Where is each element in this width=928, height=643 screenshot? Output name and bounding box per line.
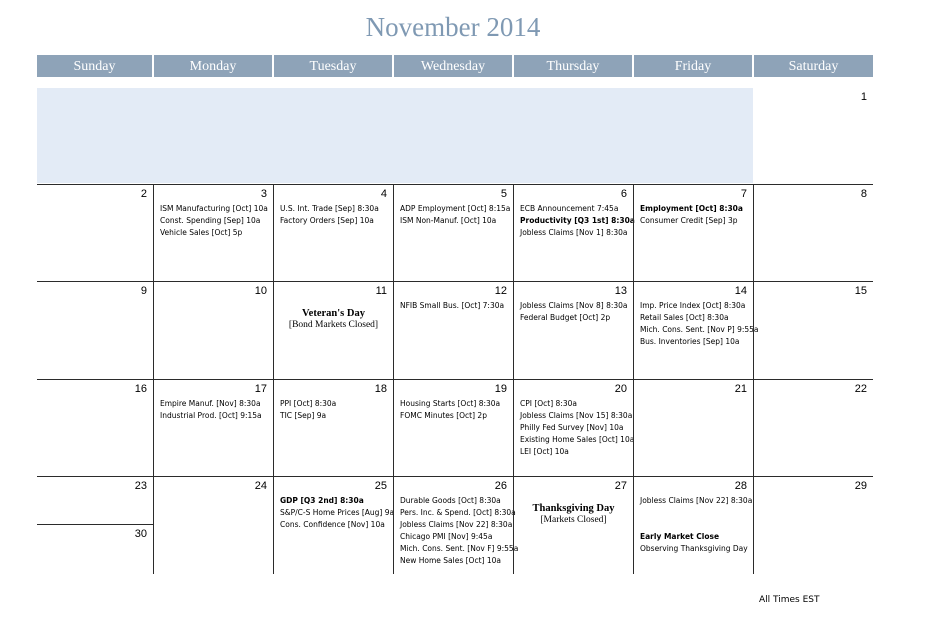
day-number: 5 (500, 188, 507, 200)
day-cell-1[interactable] (753, 88, 873, 183)
day-cell-10[interactable] (153, 281, 273, 379)
event-item: ECB Announcement 7:45a (520, 204, 619, 213)
day-cell-2[interactable] (37, 184, 153, 281)
weekday-header-tuesday: Tuesday (274, 55, 392, 77)
day-number: 6 (620, 188, 627, 200)
event-list (400, 300, 504, 312)
event-item: Philly Fed Survey [Nov] 10a (520, 423, 624, 432)
event-item: Mich. Cons. Sent. [Nov F] 9:55a (400, 544, 519, 553)
day-cell-30[interactable] (37, 524, 153, 574)
day-cell-26[interactable] (393, 476, 519, 574)
day-number: 4 (380, 188, 387, 200)
event-item: Jobless Claims [Nov 15] 8:30a (520, 411, 633, 420)
event-list (520, 300, 628, 324)
day-cell-8[interactable] (753, 184, 873, 281)
day-cell-13[interactable] (513, 281, 633, 379)
event-item: TIC [Sep] 9a (280, 411, 327, 420)
day-number: 16 (134, 383, 147, 395)
event-item: ISM Non-Manuf. [Oct] 10a (400, 216, 497, 225)
weekday-header-thursday: Thursday (514, 55, 632, 77)
event-item: ADP Employment [Oct] 8:15a (400, 204, 511, 213)
event-list (520, 203, 635, 239)
day-number: 12 (494, 285, 507, 297)
event-item: Vehicle Sales [Oct] 5p (160, 228, 243, 237)
day-number: 1 (860, 91, 867, 103)
day-number: 3 (260, 188, 267, 200)
day-number: 29 (854, 480, 867, 492)
event-list (400, 398, 500, 422)
holiday-block (514, 503, 633, 525)
event-item: Jobless Claims [Nov 1] 8:30a (520, 228, 628, 237)
event-item: Federal Budget [Oct] 2p (520, 313, 611, 322)
early-close-note: Early Market Close (640, 532, 720, 541)
day-cell-22[interactable] (753, 379, 873, 476)
event-list (640, 300, 759, 348)
event-item: Imp. Price Index [Oct] 8:30a (640, 301, 746, 310)
weekday-header-saturday: Saturday (754, 55, 873, 77)
event-item: U.S. Int. Trade [Sep] 8:30a (280, 204, 379, 213)
holiday-name: Thanksgiving Day (532, 503, 615, 514)
event-item: Cons. Confidence [Nov] 10a (280, 520, 385, 529)
event-list (160, 203, 268, 239)
day-cell-11[interactable] (273, 281, 393, 379)
day-cell-14[interactable] (633, 281, 759, 379)
event-item: S&P/C-S Home Prices [Aug] 9a (280, 508, 395, 517)
event-list (640, 203, 743, 227)
weekday-header-sunday: Sunday (37, 55, 152, 77)
event-item: Existing Home Sales [Oct] 10a (520, 435, 635, 444)
event-item: Consumer Credit [Sep] 3p (640, 216, 738, 225)
day-number: 27 (614, 480, 627, 492)
day-number: 10 (254, 285, 267, 297)
day-cell-20[interactable] (513, 379, 633, 476)
event-item: CPI [Oct] 8:30a (520, 399, 577, 408)
day-cell-17[interactable] (153, 379, 273, 476)
day-cell-29[interactable] (753, 476, 873, 574)
event-list (280, 203, 379, 227)
day-cell-3[interactable] (153, 184, 273, 281)
holiday-name: Veteran's Day (302, 308, 365, 319)
event-item: NFIB Small Bus. [Oct] 7:30a (400, 301, 505, 310)
day-cell-12[interactable] (393, 281, 513, 379)
weekday-header-monday: Monday (154, 55, 272, 77)
day-number: 30 (134, 528, 147, 540)
event-list (400, 495, 518, 567)
event-item: Industrial Prod. [Oct] 9:15a (160, 411, 262, 420)
day-number: 7 (740, 188, 747, 200)
event-item: Pers. Inc. & Spend. [Oct] 8:30a (400, 508, 516, 517)
day-cell-23[interactable] (37, 476, 153, 524)
weekday-header-friday: Friday (634, 55, 752, 77)
day-cell-21[interactable] (633, 379, 753, 476)
event-item: Const. Spending [Sep] 10a (160, 216, 261, 225)
day-number: 21 (734, 383, 747, 395)
event-list (280, 495, 394, 531)
day-number: 24 (254, 480, 267, 492)
event-item: Durable Goods [Oct] 8:30a (400, 496, 501, 505)
event-item: Mich. Cons. Sent. [Nov P] 9:55a (640, 325, 759, 334)
day-number: 8 (860, 188, 867, 200)
day-cell-25[interactable] (273, 476, 393, 574)
event-item: Bus. Inventories [Sep] 10a (640, 337, 740, 346)
event-item: GDP [Q3 2nd] 8:30a (280, 496, 364, 505)
event-item: New Home Sales [Oct] 10a (400, 556, 501, 565)
event-item: Employment [Oct] 8:30a (640, 204, 743, 213)
day-number: 15 (854, 285, 867, 297)
event-item: ISM Manufacturing [Oct] 10a (160, 204, 268, 213)
day-cell-28[interactable] (633, 476, 753, 574)
event-item: PPI [Oct] 8:30a (280, 399, 337, 408)
holiday-note: [Bond Markets Closed] (288, 320, 379, 330)
event-item: Housing Starts [Oct] 8:30a (400, 399, 501, 408)
day-number: 11 (375, 285, 387, 297)
day-cell-6[interactable] (513, 184, 633, 281)
event-list (280, 398, 336, 422)
day-number: 20 (614, 383, 627, 395)
holiday-note: [Markets Closed] (540, 515, 607, 525)
event-item: FOMC Minutes [Oct] 2p (400, 411, 487, 420)
day-cell-9[interactable] (37, 281, 153, 379)
holiday-block (274, 308, 393, 330)
day-number: 25 (374, 480, 387, 492)
event-item: Jobless Claims [Nov 22] 8:30a (400, 520, 513, 529)
event-list (640, 495, 752, 555)
day-number: 26 (494, 480, 507, 492)
event-list (520, 398, 634, 458)
day-number: 18 (374, 383, 387, 395)
day-cell-4[interactable] (273, 184, 393, 281)
day-number: 19 (494, 383, 507, 395)
day-number: 23 (134, 480, 147, 492)
day-number: 13 (614, 285, 627, 297)
timezone-footnote: All Times EST (759, 595, 820, 605)
day-number: 2 (140, 188, 147, 200)
early-close-detail: Observing Thanksgiving Day (640, 544, 748, 553)
day-number: 17 (254, 383, 267, 395)
event-item: Jobless Claims [Nov 8] 8:30a (520, 301, 628, 310)
event-item: Productivity [Q3 1st] 8:30a (520, 216, 635, 225)
day-number: 28 (734, 480, 747, 492)
day-number: 22 (854, 383, 867, 395)
day-cell-5[interactable] (393, 184, 513, 281)
event-list (160, 398, 262, 422)
event-item: Factory Orders [Sep] 10a (280, 216, 374, 225)
day-cell-27[interactable] (513, 476, 633, 574)
event-item: Chicago PMI [Nov] 9:45a (400, 532, 493, 541)
event-item: Jobless Claims [Nov 22] 8:30a (640, 496, 753, 505)
day-cell-24[interactable] (153, 476, 273, 574)
day-number: 14 (734, 285, 747, 297)
event-list (400, 203, 510, 227)
weekday-header-wednesday: Wednesday (394, 55, 512, 77)
event-item: LEI [Oct] 10a (520, 447, 569, 456)
day-cell-19[interactable] (393, 379, 513, 476)
event-item: Retail Sales [Oct] 8:30a (640, 313, 729, 322)
event-item: Empire Manuf. [Nov] 8:30a (160, 399, 261, 408)
day-cell-18[interactable] (273, 379, 393, 476)
calendar-title: November 2014 (365, 12, 541, 42)
day-cell-15[interactable] (753, 281, 873, 379)
day-cell-16[interactable] (37, 379, 153, 476)
previous-month-blank-area (37, 88, 753, 183)
day-number: 9 (140, 285, 147, 297)
day-cell-7[interactable] (633, 184, 753, 281)
